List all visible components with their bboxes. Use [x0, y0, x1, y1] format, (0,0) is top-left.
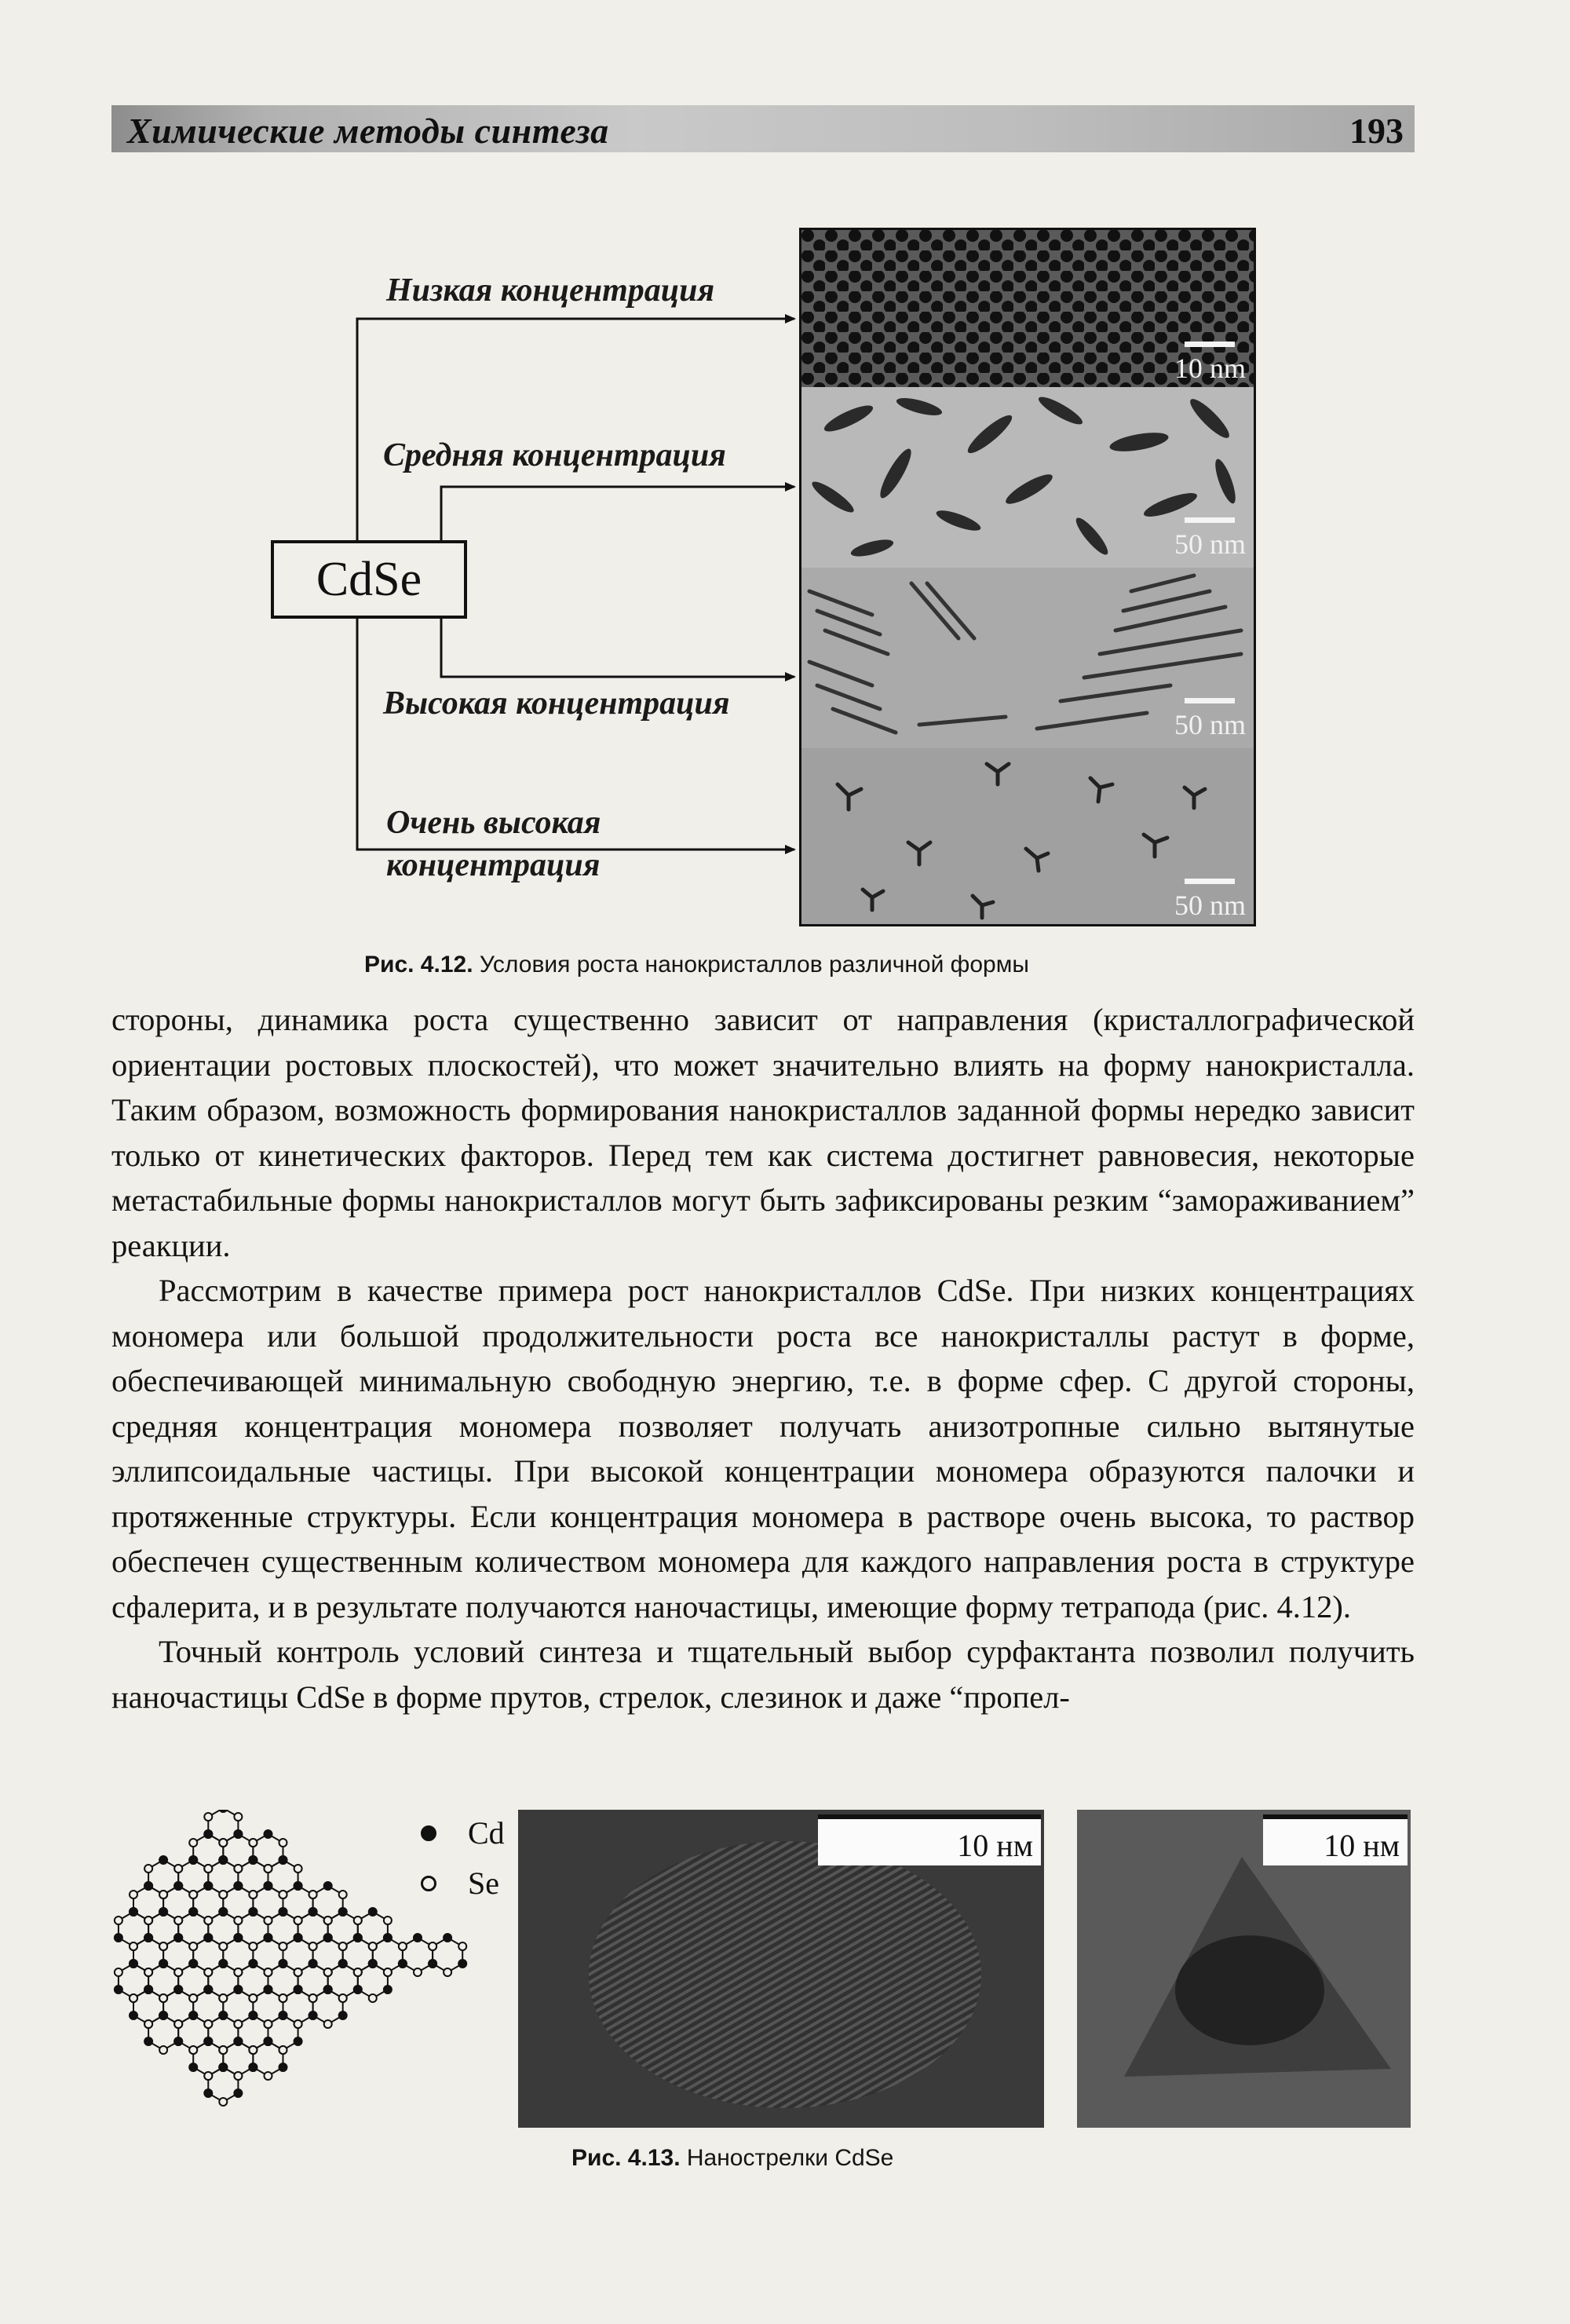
se-atom: [204, 1968, 212, 1976]
se-atom: [294, 2020, 302, 2028]
se-legend-marker: [421, 1876, 436, 1891]
se-atom: [294, 1968, 302, 1976]
se-atom: [234, 1813, 242, 1821]
cd-atom: [144, 2037, 152, 2045]
cd-atom: [354, 1934, 362, 1942]
cd-atom: [204, 1882, 212, 1890]
scale-label-2: 50 nm: [1174, 528, 1246, 560]
caption-text: Нанострелки CdSe: [686, 2145, 894, 2171]
label-very-high-concentration-line1: Очень высокая: [386, 805, 601, 841]
se-atom: [294, 1917, 302, 1924]
cd-atom: [429, 1960, 436, 1968]
lattice-hexagon: [208, 1810, 238, 1843]
scale-label-6: 10 нм: [1324, 1828, 1400, 1863]
cd-atom: [219, 1810, 227, 1812]
se-atom: [159, 1942, 167, 1950]
figure-4-13-caption: [571, 2145, 893, 2172]
se-atom: [219, 1891, 227, 1898]
cd-atom: [144, 1934, 152, 1942]
body-text: [111, 997, 1415, 1719]
se-atom: [249, 1994, 257, 2002]
paragraph-1: стороны, динамика роста существенно зависит от направления (кристаллографической ориентации ростовых плоскостей), что может значительно влиять на форму нанокристалла. Таким образом, возможность формирования нанокристаллов заданной формы нередко зависит только от кинетических факторов. Перед тем как система достигнет равновесия, некоторые метастабильные формы нанокристаллов могут быть зафиксированы резким “замораживанием” реакции.: [111, 1002, 1415, 1263]
se-atom: [249, 1839, 257, 1847]
cd-atom: [234, 1986, 242, 1993]
cd-atom: [115, 1934, 122, 1942]
label-high-concentration: Высокая концентрация: [383, 685, 730, 722]
cd-atom: [339, 2012, 347, 2019]
cdse-box: [271, 540, 467, 619]
se-atom: [414, 1968, 422, 1976]
se-atom: [399, 1942, 407, 1950]
legend-cd: Cd: [468, 1815, 505, 1851]
se-atom: [249, 1891, 257, 1898]
paragraph-3: Точный контроль условий синтеза и тщательный выбор сурфактанта позволил получить наночастицы CdSe в форме прутов, стрелок, слезинок и даже “пропел-: [111, 1634, 1415, 1715]
se-atom: [339, 1994, 347, 2002]
se-atom: [384, 1917, 392, 1924]
scale-bar-5: [818, 1814, 1041, 1865]
scale-bar-line: [1185, 879, 1235, 884]
cd-atom: [234, 1934, 242, 1942]
crystal-lattice-diagram: [102, 1810, 510, 2139]
scale-label-4: 50 nm: [1174, 890, 1246, 921]
scale-bar-6: [1263, 1814, 1408, 1865]
cd-atom: [265, 1882, 272, 1890]
se-atom: [294, 1865, 302, 1873]
arrow-low: [357, 319, 794, 540]
se-atom: [458, 1942, 466, 1950]
lattice-hexagon: [403, 1938, 433, 1972]
caption-text: Условия роста нанокристаллов различной формы: [479, 952, 1029, 977]
se-atom: [429, 1942, 436, 1950]
cd-legend-marker: [421, 1825, 436, 1841]
cd-atom: [265, 1934, 272, 1942]
cd-atom: [458, 1960, 466, 1968]
label-low-concentration: Низкая концентрация: [386, 272, 715, 309]
figure-4-12-caption: [364, 952, 1029, 978]
scale-bar-line: [1185, 698, 1235, 703]
se-atom: [174, 1865, 182, 1873]
scale-bar-1: [1174, 342, 1246, 385]
tem-panel-ellipsoids: [801, 387, 1254, 568]
se-atom: [234, 1968, 242, 1976]
cd-atom: [414, 1934, 422, 1942]
cd-atom: [204, 1986, 212, 1993]
scale-bar-4: [1174, 879, 1246, 922]
scale-bar-line: [1185, 517, 1235, 523]
cd-atom: [204, 2089, 212, 2097]
chapter-title: Химические методы синтеза: [127, 111, 609, 151]
scale-bar-3: [1174, 698, 1246, 741]
se-atom: [174, 1968, 182, 1976]
se-atom: [249, 1942, 257, 1950]
cd-atom: [384, 1934, 392, 1942]
se-atom: [265, 1968, 272, 1976]
cd-atom: [219, 2063, 227, 2071]
se-atom: [444, 1968, 451, 1976]
se-atom: [354, 1968, 362, 1976]
lattice-hexagon: [358, 1964, 388, 1998]
cd-atom: [369, 1960, 377, 1968]
se-atom: [234, 1917, 242, 1924]
cd-atom: [309, 1908, 317, 1916]
se-atom: [189, 1994, 197, 2002]
se-atom: [279, 1839, 287, 1847]
cd-atom: [174, 1986, 182, 1993]
cd-atom: [249, 1960, 257, 1968]
label-very-high-concentration-line2: концентрация: [386, 847, 601, 883]
running-header: [111, 105, 1415, 152]
se-atom: [130, 1891, 137, 1898]
cd-atom: [130, 2012, 137, 2019]
cd-atom: [174, 2037, 182, 2045]
cd-atom: [249, 1856, 257, 1864]
se-atom: [279, 1994, 287, 2002]
se-atom: [279, 1942, 287, 1950]
se-atom: [265, 1917, 272, 1924]
label-medium-concentration: Средняя концентрация: [383, 437, 726, 473]
se-atom: [189, 1839, 197, 1847]
se-atom: [204, 1813, 212, 1821]
cd-atom: [204, 1934, 212, 1942]
cd-atom: [219, 1856, 227, 1864]
lattice-hexagon: [313, 1990, 343, 2024]
cdse-label: CdSe: [316, 552, 422, 606]
cd-atom: [234, 2037, 242, 2045]
cd-atom: [174, 1882, 182, 1890]
cd-atom: [204, 2037, 212, 2045]
se-atom: [369, 1994, 377, 2002]
cd-atom: [159, 1908, 167, 1916]
se-atom: [159, 1891, 167, 1898]
se-atom: [324, 1968, 332, 1976]
scale-label-1: 10 nm: [1174, 353, 1246, 384]
cd-atom: [219, 1908, 227, 1916]
se-atom: [369, 1942, 377, 1950]
se-atom: [144, 1917, 152, 1924]
cd-atom: [354, 1986, 362, 1993]
se-atom: [130, 1942, 137, 1950]
cd-atom: [219, 2012, 227, 2019]
cd-atom: [249, 1908, 257, 1916]
se-atom: [309, 1891, 317, 1898]
cd-atom: [159, 2012, 167, 2019]
se-atom: [339, 1942, 347, 1950]
cd-atom: [234, 2089, 242, 2097]
se-atom: [189, 2046, 197, 2054]
se-atom: [249, 2046, 257, 2054]
cd-atom: [265, 1986, 272, 1993]
cd-atom: [279, 1856, 287, 1864]
cd-atom: [265, 1830, 272, 1838]
cd-atom: [189, 1908, 197, 1916]
se-atom: [204, 2072, 212, 2080]
se-atom: [384, 1968, 392, 1976]
se-atom: [279, 1891, 287, 1898]
se-atom: [189, 1942, 197, 1950]
cd-atom: [339, 1960, 347, 1968]
se-atom: [234, 1865, 242, 1873]
cd-atom: [144, 1882, 152, 1890]
se-atom: [174, 1917, 182, 1924]
se-atom: [265, 2020, 272, 2028]
tem-panel-spheres: [801, 230, 1254, 387]
cd-atom: [324, 1882, 332, 1890]
cd-atom: [279, 1908, 287, 1916]
se-atom: [115, 1917, 122, 1924]
cd-atom: [399, 1960, 407, 1968]
cd-atom: [444, 1934, 451, 1942]
hrtem-image-2: [1077, 1810, 1411, 2128]
hrtem-image-1: [518, 1810, 1044, 2128]
se-atom: [309, 1994, 317, 2002]
se-atom: [130, 1994, 137, 2002]
se-atom: [189, 1891, 197, 1898]
lattice-hexagon: [208, 2067, 238, 2102]
se-atom: [144, 2020, 152, 2028]
se-atom: [339, 1891, 347, 1898]
cd-atom: [384, 1986, 392, 1993]
scale-label-3: 50 nm: [1174, 709, 1246, 740]
cd-atom: [294, 2037, 302, 2045]
se-atom: [219, 1839, 227, 1847]
se-atom: [265, 2072, 272, 2080]
se-atom: [144, 1865, 152, 1873]
legend-se: Se: [468, 1865, 499, 1901]
cd-atom: [189, 1856, 197, 1864]
page-number: 193: [1349, 111, 1404, 151]
se-atom: [159, 2046, 167, 2054]
se-atom: [115, 1968, 122, 1976]
se-atom: [234, 2072, 242, 2080]
cd-atom: [309, 1960, 317, 1968]
figure-4-13: [102, 1802, 1421, 2155]
se-atom: [219, 1994, 227, 2002]
se-atom: [174, 2020, 182, 2028]
scale-bar-2: [1174, 517, 1246, 561]
cd-atom: [294, 1986, 302, 1993]
cd-atom: [159, 1856, 167, 1864]
cd-atom: [265, 2037, 272, 2045]
cd-atom: [130, 1960, 137, 1968]
caption-label: Рис. 4.13.: [571, 2145, 681, 2171]
se-atom: [204, 1917, 212, 1924]
tem-image-column: [799, 228, 1256, 926]
se-atom: [354, 1917, 362, 1924]
se-atom: [265, 1865, 272, 1873]
lattice-hexagon: [148, 2015, 178, 2050]
tem-panel-rods: [801, 568, 1254, 748]
se-atom: [219, 1942, 227, 1950]
cd-atom: [279, 2012, 287, 2019]
se-atom: [204, 1865, 212, 1873]
cd-atom: [189, 1960, 197, 1968]
cd-atom: [294, 1882, 302, 1890]
cd-atom: [189, 2063, 197, 2071]
cd-atom: [249, 2063, 257, 2071]
se-atom: [234, 2020, 242, 2028]
cd-atom: [159, 1960, 167, 1968]
scale-label-5: 10 нм: [957, 1828, 1033, 1863]
lattice-hexagon: [253, 2041, 283, 2076]
arrow-high: [441, 619, 794, 677]
se-atom: [324, 1917, 332, 1924]
se-atom: [159, 1994, 167, 2002]
cd-atom: [339, 1908, 347, 1916]
cd-atom: [369, 1908, 377, 1916]
cd-atom: [324, 1986, 332, 1993]
tem-panel-tetrapods: [801, 748, 1254, 926]
se-atom: [219, 2046, 227, 2054]
cd-atom: [204, 1830, 212, 1838]
se-atom: [324, 2020, 332, 2028]
cd-atom: [115, 1986, 122, 1993]
paragraph-2: Рассмотрим в качестве примера рост нанокристаллов CdSe. При низких концентрациях мономера или большой продолжительности роста все нанокристаллы растут в форме, обеспечивающей минимальную свободную энергию, т.е. в форме сфер. С другой стороны, средняя концентрация мономера позволяет получать анизотропные сильно вытянутые эллипсоидальные частицы. При высокой концентрации мономера образуются палочки и протяженные структуры. Если концентрация мономера в растворе очень высока, то раствор обеспечен существенным количеством мономера для каждого направления роста в структуре сфалерита, и в результате получаются наночастицы, имеющие форму тетрапода (рис. 4.12).: [111, 1273, 1415, 1624]
cd-atom: [174, 1934, 182, 1942]
se-atom: [309, 1942, 317, 1950]
se-atom: [144, 1968, 152, 1976]
se-atom: [204, 2020, 212, 2028]
cd-atom: [130, 1908, 137, 1916]
cd-atom: [249, 2012, 257, 2019]
cd-atom: [234, 1830, 242, 1838]
scale-bar-line: [1185, 342, 1235, 347]
caption-label: Рис. 4.12.: [364, 952, 473, 977]
cd-atom: [324, 1934, 332, 1942]
cd-atom: [279, 2063, 287, 2071]
cd-atom: [309, 2012, 317, 2019]
figure-4-12: [267, 228, 1264, 934]
cd-atom: [279, 1960, 287, 1968]
cd-atom: [234, 1882, 242, 1890]
cd-atom: [189, 2012, 197, 2019]
cd-atom: [144, 1986, 152, 1993]
se-atom: [279, 2046, 287, 2054]
cd-atom: [294, 1934, 302, 1942]
lattice-hexagon: [433, 1938, 462, 1972]
arrow-medium: [441, 487, 794, 540]
se-atom: [219, 2098, 227, 2106]
cd-atom: [219, 1960, 227, 1968]
